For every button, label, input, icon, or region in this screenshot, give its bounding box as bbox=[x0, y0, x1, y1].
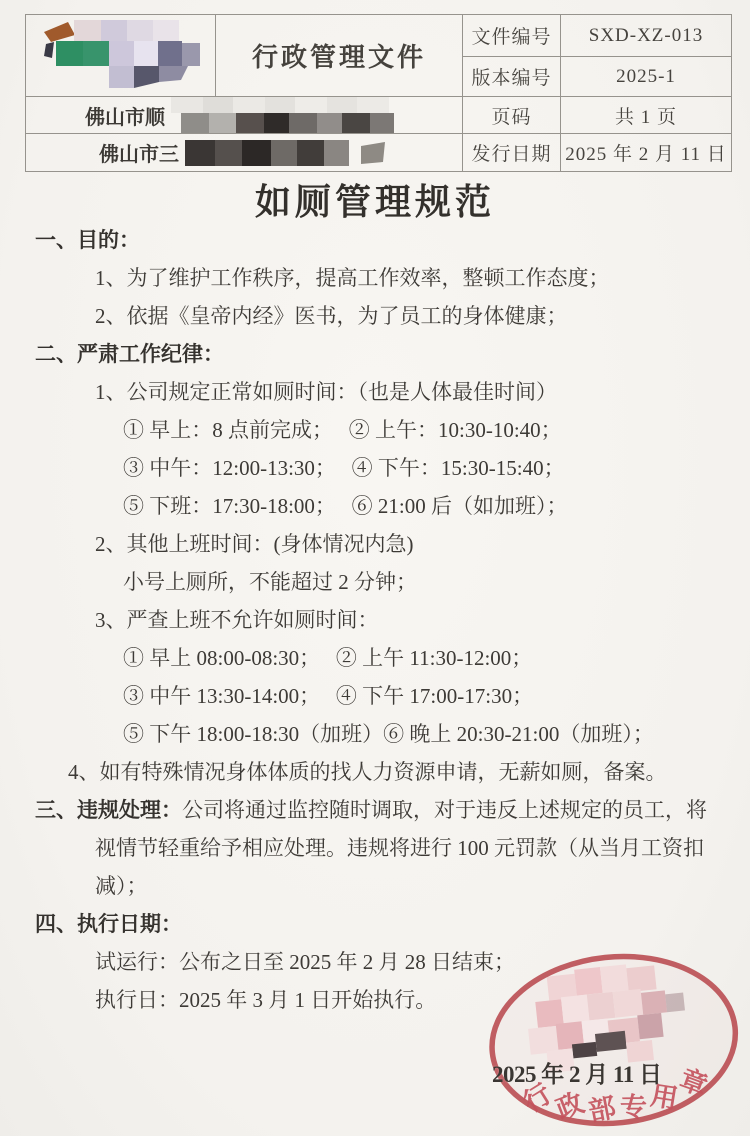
org-name-line1 bbox=[26, 97, 463, 134]
field-label-issue-date: 发行日期 bbox=[463, 134, 561, 171]
doc-type-title: 行政管理文件 bbox=[216, 15, 463, 97]
doc-line-text: 二、严肃工作纪律： bbox=[35, 342, 224, 366]
svg-text:部: 部 bbox=[586, 1092, 619, 1127]
doc-line-section-3: 三、违规处理：公司将通过监控随时调取，对于违反上述规定的员工，将 bbox=[35, 798, 707, 822]
doc-line-text: 三、违规处理： bbox=[35, 798, 182, 822]
org-name-line2-prefix: 佛山市三 bbox=[99, 144, 179, 166]
redacted-text-mosaic bbox=[185, 138, 389, 168]
doc-line-text: 1、公司规定正常如厕时间：（也是人体最佳时间） bbox=[95, 380, 557, 404]
doc-line bbox=[95, 867, 750, 905]
field-value-page: 共 1 页 bbox=[561, 97, 731, 134]
doc-line-text: 执行日：2025 年 3 月 1 日开始执行。 bbox=[95, 988, 437, 1012]
org-name-line1-prefix: 佛山市顺 bbox=[85, 106, 165, 129]
doc-line bbox=[123, 563, 750, 601]
doc-line bbox=[95, 981, 750, 1019]
doc-line bbox=[123, 487, 750, 525]
field-value-doc-number: SXD-XZ-013 bbox=[561, 15, 731, 57]
doc-line-text: 2、依据《皇帝内经》医书，为了员工的身体健康； bbox=[95, 304, 568, 328]
doc-line-text: 减）； bbox=[95, 874, 148, 898]
svg-text:用: 用 bbox=[648, 1080, 680, 1115]
doc-line-text: ① 早上 08:00-08:30； ② 上午 11:30-12:00； bbox=[123, 646, 533, 670]
field-label-doc-number: 文件编号 bbox=[463, 15, 561, 57]
redacted-text-mosaic bbox=[171, 97, 403, 134]
svg-text:政: 政 bbox=[552, 1087, 589, 1126]
doc-line-text: ① 早上：8 点前完成； ② 上午：10:30-10:40； bbox=[123, 418, 562, 442]
doc-line bbox=[95, 525, 750, 563]
header-table bbox=[25, 14, 732, 172]
doc-line-text: 小号上厕所，不能超过 2 分钟； bbox=[123, 570, 417, 594]
stamp-date: 2025 年 2 月 11 日 bbox=[492, 1062, 662, 1087]
org-name-line2 bbox=[26, 134, 463, 171]
doc-line bbox=[123, 449, 750, 487]
doc-line-text: ③ 中午 13:30-14:00； ④ 下午 17:00-17:30； bbox=[123, 684, 534, 708]
document-body bbox=[0, 221, 750, 1019]
company-logo-cell bbox=[26, 15, 216, 97]
doc-line-text: 4、如有特殊情况身体体质的找人力资源申请，无薪如厕，备案。 bbox=[68, 760, 667, 784]
svg-text:行: 行 bbox=[518, 1078, 557, 1119]
doc-line bbox=[95, 943, 750, 981]
svg-text:章: 章 bbox=[675, 1064, 712, 1102]
doc-line-section-2 bbox=[35, 335, 750, 373]
doc-line-text: 2、其他上班时间：(身体情况内急) bbox=[95, 532, 414, 556]
doc-line-text: ⑤ 下班：17:30-18:00； ⑥ 21:00 后（如加班）； bbox=[123, 494, 568, 518]
doc-line-text: 一、目的： bbox=[35, 228, 140, 252]
doc-line-section-4 bbox=[35, 905, 750, 943]
doc-line-text: 试运行：公布之日至 2025 年 2 月 28 日结束； bbox=[95, 950, 515, 974]
doc-line-section-1 bbox=[35, 221, 750, 259]
doc-line-text: 3、严查上班不允许如厕时间： bbox=[95, 608, 379, 632]
doc-line bbox=[95, 601, 750, 639]
doc-line bbox=[95, 297, 750, 335]
doc-line bbox=[123, 715, 750, 753]
doc-line bbox=[123, 411, 750, 449]
doc-line bbox=[123, 639, 750, 677]
doc-line bbox=[95, 259, 750, 297]
doc-line-text: 1、为了维护工作秩序，提高工作效率，整顿工作态度； bbox=[95, 266, 610, 290]
field-value-version: 2025-1 bbox=[561, 57, 731, 97]
company-logo-redacted-mosaic bbox=[38, 18, 203, 94]
page-title: 如厕管理规范 bbox=[254, 182, 495, 222]
doc-line-text: ⑤ 下午 18:00-18:30（加班）⑥ 晚上 20:30-21:00（加班）； bbox=[123, 722, 654, 746]
doc-line-text: 视情节轻重给予相应处理。违规将进行 100 元罚款（从当月工资扣 bbox=[95, 836, 704, 860]
field-value-issue-date: 2025 年 2 月 11 日 bbox=[565, 144, 727, 165]
doc-line-text: 四、执行日期： bbox=[35, 912, 182, 936]
doc-line-text: ③ 中午：12:00-13:30； ④ 下午：15:30-15:40； bbox=[123, 456, 565, 480]
doc-line bbox=[68, 753, 750, 791]
doc-line bbox=[95, 829, 750, 867]
doc-line bbox=[123, 677, 750, 715]
field-label-page: 页码 bbox=[463, 97, 561, 134]
field-label-version: 版本编号 bbox=[463, 57, 561, 97]
svg-text:专: 专 bbox=[619, 1092, 648, 1123]
doc-line bbox=[95, 373, 750, 411]
